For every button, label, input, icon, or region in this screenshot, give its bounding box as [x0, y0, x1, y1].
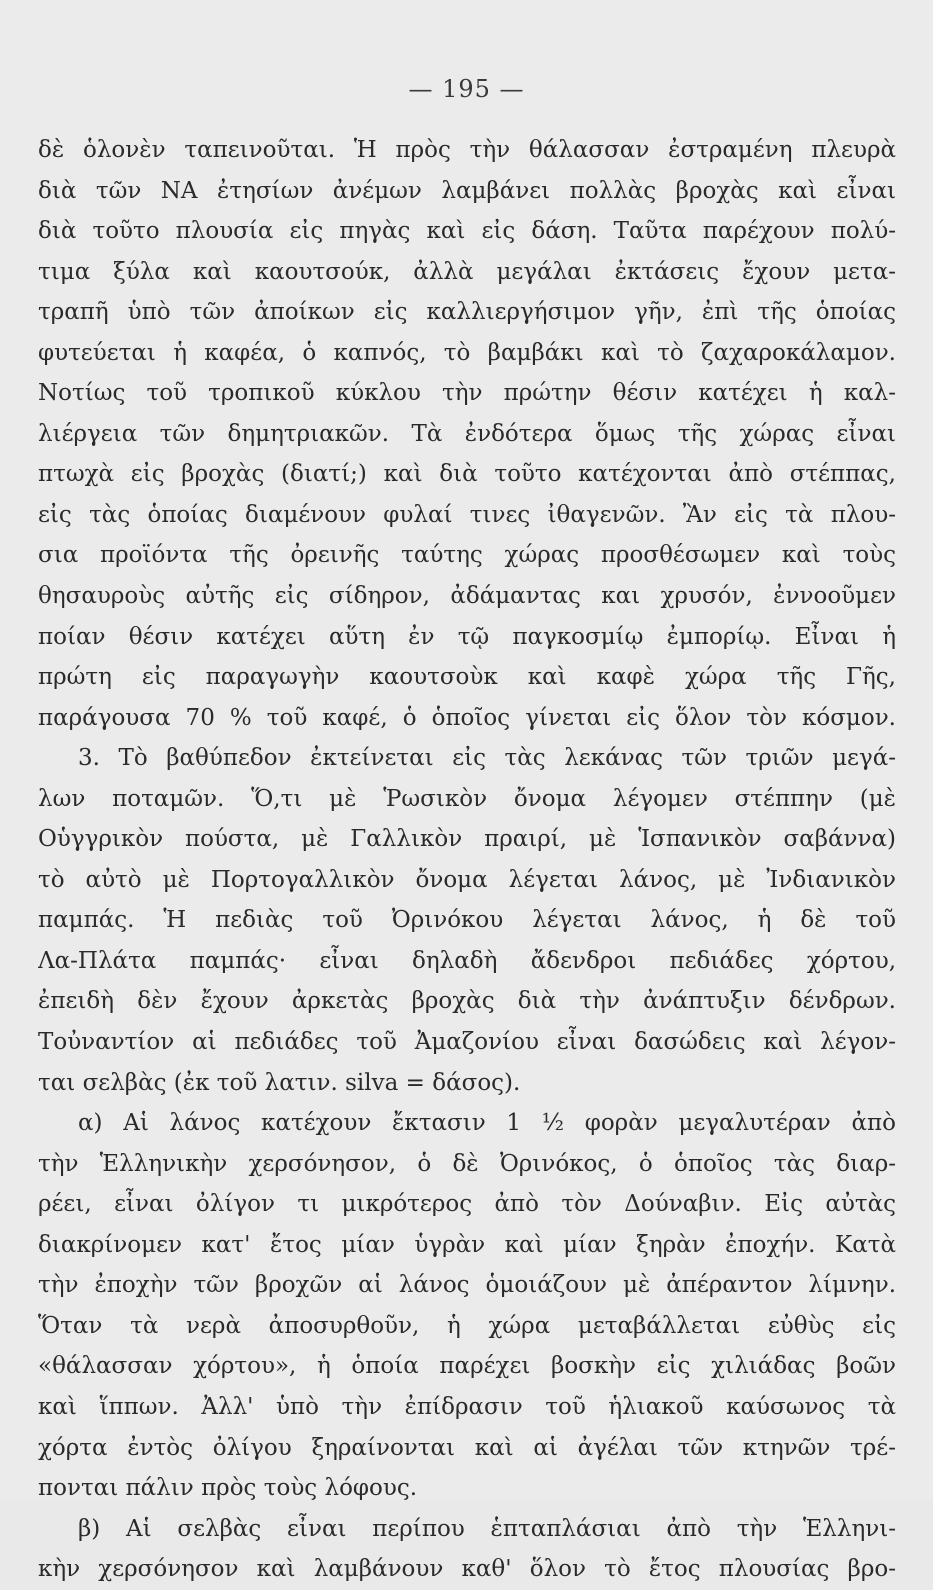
text-line: Λα-Πλάτα παμπάς· εἶναι δηλαδὴ ἄδενδροι πεδιάδες χόρτου, — [38, 947, 896, 974]
text-line: πρώτη εἰς παραγωγὴν καουτσοὺκ καὶ καφὲ χώρα τῆς Γῆς, — [38, 664, 896, 691]
text-line: Τοὐναντίον αἱ πεδιάδες τοῦ Ἀμαζονίου εἶναι δασώδεις καὶ λέγον- — [38, 1029, 896, 1056]
text-line: β) Αἱ σελβὰς εἶναι περίπου ἑπταπλάσιαι ἀπὸ τὴν Ἑλληνι- — [78, 1515, 896, 1542]
text-line: θησαυροὺς αὐτῆς εἰς σίδηρον, ἀδάμαντας και χρυσόν, ἐννοοῦμεν — [38, 583, 896, 610]
text-line: Ὅταν τὰ νερὰ ἀποσυρθοῦν, ἡ χώρα μεταβάλλεται εὐθὺς εἰς — [38, 1312, 896, 1339]
text-line: Οὑγγρικὸν πούστα, μὲ Γαλλικὸν πραιρί, μὲ Ἱσπανικὸν σαβάννα) — [38, 826, 896, 853]
text-line: ποίαν θέσιν κατέχει αὕτη ἐν τῷ παγκοσμίῳ ἐμπορίῳ. Εἶναι ἡ — [38, 623, 896, 650]
text-line: «θάλασσαν χόρτου», ἡ ὁποία παρέχει βοσκὴν εἰς χιλιάδας βοῶν — [38, 1353, 896, 1380]
text-line: τιμα ξύλα καὶ καουτσούκ, ἀλλὰ μεγάλαι ἐκτάσεις ἔχουν μετα- — [38, 258, 896, 285]
text-line: σια προϊόντα τῆς ὀρεινῆς ταύτης χώρας προσθέσωμεν καὶ τοὺς — [38, 542, 896, 569]
text-line: 3. Τὸ βαθύπεδον ἐκτείνεται εἰς τὰς λεκάνας τῶν τριῶν μεγά- — [78, 745, 896, 772]
text-line: πονται πάλιν πρὸς τοὺς λόφους. — [38, 1475, 418, 1502]
text-line: ται σελβὰς (ἐκ τοῦ λατιν. silva = δάσος). — [38, 1069, 521, 1096]
text-line: παμπάς. Ἡ πεδιὰς τοῦ Ὀρινόκου λέγεται λάνος, ἡ δὲ τοῦ — [38, 907, 896, 934]
text-line: εἰς τὰς ὁποίας διαμένουν φυλαί τινες ἰθαγενῶν. Ἂν εἰς τὰ πλου- — [38, 501, 896, 528]
text-line: διακρίνομεν κατ' ἔτος μίαν ὑγρὰν καὶ μίαν ξηρὰν ἐποχήν. Κατὰ — [38, 1231, 896, 1258]
text-line: Νοτίως τοῦ τροπικοῦ κύκλου τὴν πρώτην θέσιν κατέχει ἡ καλ- — [38, 380, 896, 407]
text-line: καὶ ἵππων. Ἀλλ' ὑπὸ τὴν ἐπίδρασιν τοῦ ἡλιακοῦ καύσωνος τὰ — [38, 1393, 896, 1420]
text-line: πτωχὰ εἰς βροχὰς (διατί;) καὶ διὰ τοῦτο κατέχονται ἀπὸ στέππας, — [38, 461, 896, 488]
text-line: ἐπειδὴ δὲν ἔχουν ἀρκετὰς βροχὰς διὰ τὴν ἀνάπτυξιν δένδρων. — [38, 988, 896, 1015]
text-line: τὸ αὐτὸ μὲ Πορτογαλλικὸν ὄνομα λέγεται λάνος, μὲ Ἰνδιανικὸν — [38, 866, 896, 893]
text-line: λων ποταμῶν. Ὅ,τι μὲ Ῥωσικὸν ὄνομα λέγομεν στέππην (μὲ — [38, 785, 896, 812]
text-line: χόρτα ἐντὸς ὀλίγου ξηραίνονται καὶ αἱ ἀγέλαι τῶν κτηνῶν τρέ- — [38, 1434, 896, 1461]
text-line: α) Αἱ λάνος κατέχουν ἔκτασιν 1 ½ φορὰν μεγαλυτέραν ἀπὸ — [78, 1110, 896, 1137]
text-line: διὰ τῶν ΝΑ ἐτησίων ἀνέμων λαμβάνει πολλὰς βροχὰς καὶ εἶναι — [38, 177, 896, 204]
body-text — [38, 130, 896, 1590]
text-line: τραπῆ ὑπὸ τῶν ἀποίκων εἰς καλλιεργήσιμον γῆν, ἐπὶ τῆς ὁποίας — [38, 299, 896, 326]
text-line: ρέει, εἶναι ὀλίγον τι μικρότερος ἀπὸ τὸν Δούναβιν. Εἰς αὐτὰς — [38, 1191, 896, 1218]
text-line: δὲ ὁλονὲν ταπεινοῦται. Ἡ πρὸς τὴν θάλασσαν ἐστραμένη πλευρὰ — [38, 137, 896, 163]
page-number: — 195 — — [408, 75, 525, 103]
text-line: διὰ τοῦτο πλουσία εἰς πηγὰς καὶ εἰς δάση. Ταῦτα παρέχουν πολύ- — [38, 218, 896, 245]
text-line: λιέργεια τῶν δημητριακῶν. Τὰ ἐνδότερα ὅμως τῆς χώρας εἶναι — [38, 420, 896, 447]
text-line: τὴν Ἑλληνικὴν χερσόνησον, ὁ δὲ Ὀρινόκος, ὁ ὁποῖος τὰς διαρ- — [38, 1150, 896, 1177]
text-line: φυτεύεται ἡ καφέα, ὁ καπνός, τὸ βαμβάκι καὶ τὸ ζαχαροκάλαμον. — [38, 339, 896, 366]
text-line: κὴν χερσόνησον καὶ λαμβάνουν καθ' ὅλον τὸ ἔτος πλουσίας βρο- — [38, 1556, 896, 1583]
text-line: παράγουσα 70 % τοῦ καφέ, ὁ ὁποῖος γίνεται εἰς ὅλον τὸν κόσμον. — [38, 704, 896, 731]
text-line: τὴν ἐποχὴν τῶν βροχῶν αἱ λάνος ὁμοιάζουν μὲ ἀπέραντον λίμνην. — [38, 1272, 896, 1299]
